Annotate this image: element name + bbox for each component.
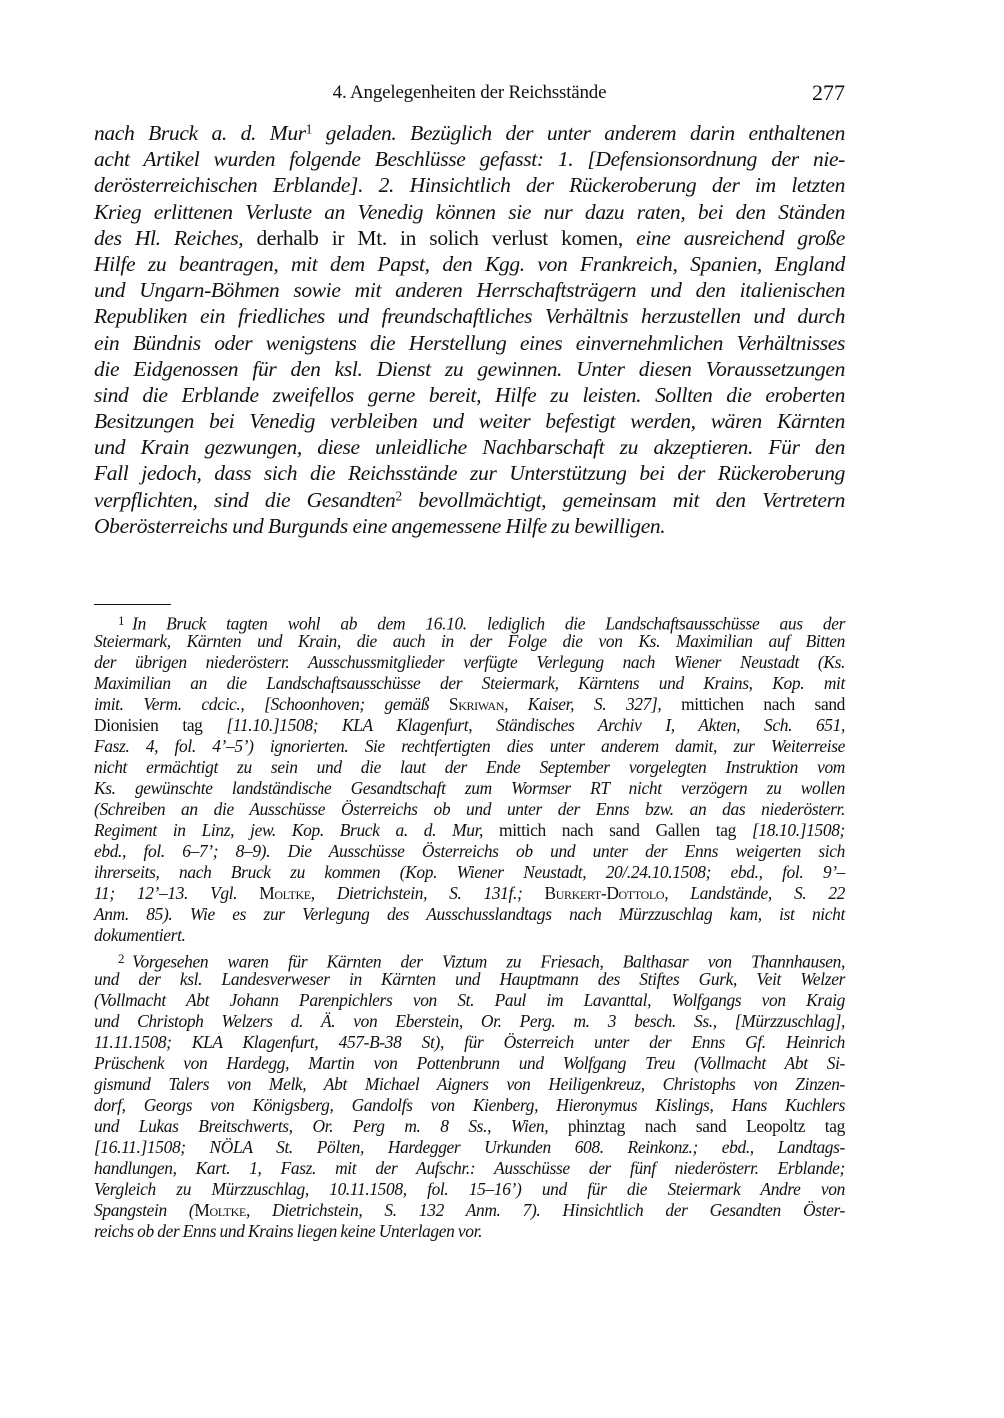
text-run: , Landstände, S. 22 [664,883,846,903]
text-run: Besitzungen bei Venedig verbleiben und weiter befestigt werden, wären Kärnten [94,409,845,434]
footnote-line [94,990,845,1011]
footnote-line [94,925,845,946]
body-line [94,199,845,225]
body-line [94,434,845,460]
text-run: dokumentiert. [94,925,186,945]
text-run: , Dietrichstein, S. 131f.; [310,883,545,903]
footnotes-section [94,610,845,1242]
text-run: imit. Verm. cdcic., [Schoonhoven; gemäß [94,694,449,714]
footnote-line [94,1116,845,1137]
body-line [94,382,845,408]
footnote-line [94,969,845,990]
text-run: , Dietrichstein, S. 132 Anm. 7). Hinsichtlich der Gesandten Öster- [245,1200,845,1220]
footnote-line [94,883,845,904]
text-run: In Bruck tagten wohl ab dem 16.10. lediglich die Landschaftsausschüsse aus der [132,613,845,634]
text-run: ebd., fol. 6–7’; 8–9). Die Ausschüsse Österreichs ob und unter der Enns weigerten sich [94,841,845,861]
footnote-line [94,715,845,736]
source-quote: derhalb ir Mt. in solich verlust komen, [243,225,637,250]
text-run: und Krain gezwungen, diese unleidliche Nachbarschaft zu akzeptieren. Für den [94,435,845,460]
text-run: und der ksl. Landesverweser in Kärnten und Hauptmann des Stiftes Gurk, Veit Welzer [94,969,845,989]
text-run: verpflichten, sind die Gesandten [94,487,396,512]
footnote-line [94,1032,845,1053]
footnote-line [94,948,845,972]
text-run: , Kaiser, S. 327], [504,694,662,714]
text-run: Fall jedoch, dass sich die Reichsstände zur Unterstützung bei der Rückeroberung [94,461,845,486]
footnote-line [94,736,845,757]
source-quote: Dionisien tag [94,715,227,735]
text-run: ihrerseits, nach Bruck zu kommen (Kop. Wiener Neustadt, 20/.24.10.1508; ebd., fol. 9’– [94,862,845,882]
footnote-line [94,1179,845,1200]
text-run: Vorgesehen waren für Kärnten der Viztum zu Friesach, Balthasar von Thannhausen, [132,951,845,972]
body-line [94,487,845,513]
text-run: handlungen, Kart. 1, Fasz. mit der Aufschr.: Ausschüsse der fünf niederösterr. Erblande; [94,1158,845,1178]
footnote-line [94,904,845,925]
text-run: und Christoph Welzers d. Ä. von Eberstein, Or. Perg. m. 3 besch. Ss., [Mürzzuschlag], [94,1011,845,1031]
footnote-line [94,1137,845,1158]
footnote-number: 2 [118,951,125,966]
footnote-number: 1 [118,613,125,628]
text-run: eine ausreichend große [636,225,845,250]
text-run: acht Artikel wurden folgende Beschlüsse gefasst: 1. [Defensionsordnung der nie- [94,147,845,172]
author-name: Moltke [194,1200,246,1220]
text-run: Ks. gewünschte landständische Gesandtschaft zum Wormser RT nicht verzögern zu wollen [94,778,845,798]
footnote-line [94,778,845,799]
text-run: und Lukas Breitschwerts, Or. Perg m. 8 Ss., Wien, [94,1116,549,1136]
footnote-line [94,694,845,715]
text-run: die Eidgenossen für den ksl. Dienst zu gewinnen. Unter diesen Voraussetzungen [94,356,845,381]
footnote-line [94,631,845,652]
text-run: Vergleich zu Mürzzuschlag, 10.11.1508, fol. 15–16’) und für die Steiermark Andre von [94,1179,845,1199]
text-run: derösterreichischen Erblande]. 2. Hinsichtlich der Rückeroberung der im letzten [94,173,845,198]
footnote-line [94,1095,845,1116]
text-run: Oberösterreichs und Burgunds eine angemessene Hilfe zu bewilligen. [94,513,666,538]
footnote-line [94,862,845,883]
footnote-line [94,1074,845,1095]
text-run: [18.10.]1508; [751,820,845,840]
body-line [94,303,845,329]
text-run: nach Bruck a. d. Mur [94,121,306,145]
author-name: Burkert-Dottolo [544,883,665,903]
author-name: Moltke [259,883,311,903]
running-head [94,80,845,108]
text-run: Anm. 85). Wie es zur Verlegung des Ausschusslandtags nach Mürzzuschlag kam, ist nicht [94,904,845,924]
footnote-line [94,1221,845,1242]
text-run: 11; 12’–13. Vgl. [94,883,260,903]
body-line [94,172,845,198]
text-run: Fasz. 4, fol. 4’–5’) ignorierten. Sie rechtfertigten dies unter anderem damit, zur Weiterreise [94,736,845,756]
footnote-line [94,610,845,634]
text-run: (Schreiben an die Ausschüsse Österreichs ob und unter der Enns bzw. an das niederösterr. [94,799,845,819]
text-run: sind die Erblande zweifellos gerne bereit, Hilfe zu leisten. Sollten die eroberten [94,382,845,407]
text-run: bevollmächtigt, gemeinsam mit den Vertretern [401,487,845,512]
footnote-line [94,1011,845,1032]
text-run: [11.10.]1508; KLA Klagenfurt, Ständisches Archiv I, Akten, Sch. 651, [226,715,845,735]
footnote-reference: 1 [305,121,313,137]
text-run: ein Bündnis oder wenigstens die Herstellung eines einvernehmlichen Verhältnisses [94,330,845,355]
footnote-line [94,799,845,820]
footnote-1 [94,610,845,946]
text-run: des Hl. Reiches, [94,225,244,250]
body-line [94,513,845,539]
footnote-line [94,1200,845,1221]
footnote-reference: 2 [395,487,402,503]
text-run: dorf, Georgs von Königsberg, Gandolfs von Kienberg, Hieronymus Kislings, Hans Kuchlers [94,1095,845,1115]
text-run: Regiment in Linz, jew. Kop. Bruck a. d. Mur, [94,820,484,840]
body-line [94,120,845,146]
footnote-line [94,673,845,694]
source-quote: mittich nach sand Gallen tag [483,820,752,840]
text-run: 11.11.1508; KLA Klagenfurt, 457-B-38 St), für Österreich unter der Enns Gf. Heinrich [94,1032,845,1052]
body-line [94,408,845,434]
body-line [94,356,845,382]
text-run: Maximilian an die Landschaftsausschüsse der Steiermark, Kärntens und Krains, Kop. mit [94,673,845,693]
body-line [94,330,845,356]
text-run: nicht ermächtigt zu sein und die laut der Ende September vorgelegten Instruktion vom [94,757,845,777]
text-run: geladen. Bezüglich der unter anderem darin enthaltenen [312,121,845,145]
body-line [94,277,845,303]
text-run: (Vollmacht Abt Johann Parenpichlers von St. Paul im Lavanttal, Wolfgangs von Kraig [94,990,845,1010]
body-paragraph [94,120,845,539]
source-quote: mittichen nach sand [661,694,846,714]
source-quote: phinztag nach sand Leopoltz tag [548,1116,846,1136]
text-run: Prüschenk von Hardegg, Martin von Pottenbrunn und Wolfgang Treu (Vollmacht Abt Si- [94,1053,845,1073]
text-run: Spangstein ( [94,1200,195,1220]
footnote-line [94,1053,845,1074]
footnote-2 [94,948,845,1242]
text-run: gismund Talers von Melk, Abt Michael Aigners von Heiligenkreuz, Christophs von Zinzen- [94,1074,845,1094]
author-name: Skriwan [448,694,505,714]
text-run: der übrigen niederösterr. Ausschussmitglieder verfügte Verlegung nach Wiener Neustadt (Ks. [94,652,845,672]
body-line [94,225,845,251]
text-run: [16.11.]1508; NÖLA St. Pölten, Hardegger Urkunden 608. Reinkonz.; ebd., Landtags- [94,1137,845,1157]
text-run: Republiken ein friedliches und freundschaftliches Verhältnis herzustellen und durch [94,304,845,329]
text-run: reichs ob der Enns und Krains liegen keine Unterlagen vor. [94,1221,483,1241]
body-line [94,460,845,486]
footnote-line [94,757,845,778]
text-run: und Ungarn-Böhmen sowie mit anderen Herrschaftsträgern und den italienischen [94,278,845,303]
chapter-title: 4. Angelegenheiten der Reichsstände [332,82,607,103]
footnote-line [94,820,845,841]
text-run: Krieg erlittenen Verluste an Venedig können sie nur dazu raten, bei den Ständen [94,199,845,224]
body-line [94,146,845,172]
footnote-separator-rule [94,604,171,605]
footnote-line [94,1158,845,1179]
body-line [94,251,845,277]
page-number: 277 [812,80,845,105]
footnote-line [94,652,845,673]
text-run: Hilfe zu beantragen, mit dem Papst, den Kgg. von Frankreich, Spanien, England [94,251,845,276]
text-run: Steiermark, Kärnten und Krain, die auch in der Folge die von Ks. Maximilian auf Bitten [94,631,845,651]
footnote-line [94,841,845,862]
